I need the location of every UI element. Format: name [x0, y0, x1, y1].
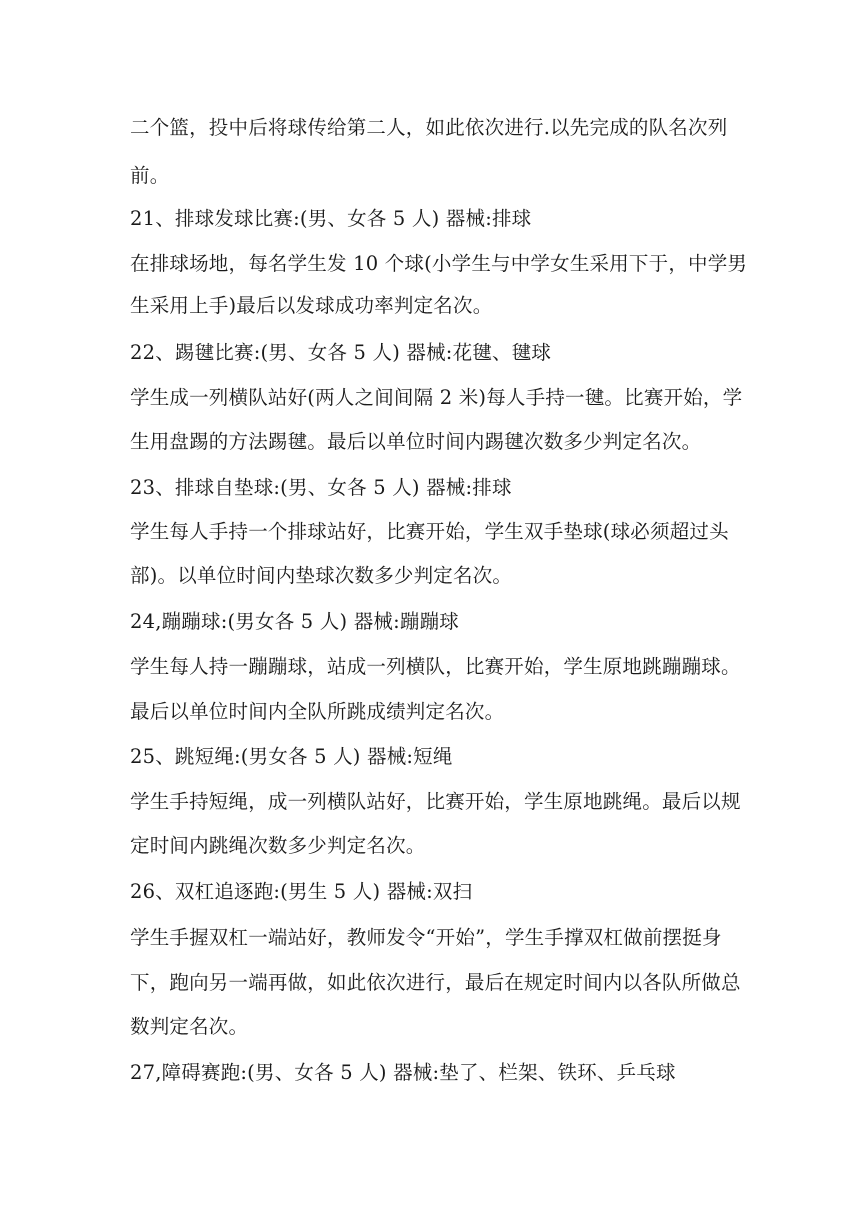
text-line: 部)。以单位时间内垫球次数多少判定名次。 — [130, 564, 513, 587]
text-line: 学生成一列横队站好(两人之间间隔 2 米)每人手持一毽。比赛开始，学 — [130, 386, 743, 409]
text-line: 学生手持短绳，成一列横队站好，比赛开始，学生原地跳绳。最后以规 — [130, 790, 741, 813]
text-line: 学生每人手持一个排球站好，比赛开始，学生双手垫球(球必须超过头 — [130, 520, 729, 543]
text-line: 最后以单位时间内全队所跳成绩判定名次。 — [130, 700, 505, 723]
text-line: 生采用上手)最后以发球成功率判定名次。 — [130, 294, 493, 317]
text-line: 在排球场地，每名学生发 10 个球(小学生与中学女生采用下于，中学男 — [130, 252, 748, 275]
section-heading-21: 21、排球发球比赛:(男、女各 5 人) 器械:排球 — [130, 207, 532, 230]
section-heading-23: 23、排球自垫球:(男、女各 5 人) 器械:排球 — [130, 476, 512, 499]
text-line: 学生每人持一蹦蹦球，站成一列横队，比赛开始，学生原地跳蹦蹦球。 — [130, 655, 741, 678]
text-line: 前。 — [130, 164, 170, 187]
text-line: 学生手握双杠一端站好，教师发令“开始”，学生手撑双杠做前摆挺身 — [130, 926, 722, 949]
section-heading-25: 25、跳短绳:(男女各 5 人) 器械:短绳 — [130, 745, 453, 768]
text-line: 二个篮，投中后将球传给第二人，如此依次进行.以先完成的队名次列 — [130, 116, 728, 139]
text-line: 下，跑向另一端再做，如此依次进行，最后在规定时间内以各队所做总 — [130, 971, 741, 994]
section-heading-26: 26、双杠追逐跑:(男生 5 人) 器械:双扫 — [130, 880, 473, 903]
text-line: 定时间内跳绳次数多少判定名次。 — [130, 834, 426, 857]
section-heading-27: 27,障碍赛跑:(男、女各 5 人) 器械:垫了、栏架、铁环、乒乓球 — [130, 1061, 676, 1084]
text-line: 生用盘踢的方法踢毽。最后以单位时间内踢毽次数多少判定名次。 — [130, 430, 702, 453]
section-heading-24: 24,蹦蹦球:(男女各 5 人) 器械:蹦蹦球 — [130, 610, 459, 633]
text-line: 数判定名次。 — [130, 1015, 249, 1038]
section-heading-22: 22、踢毽比赛:(男、女各 5 人) 器械:花毽、毽球 — [130, 341, 552, 364]
